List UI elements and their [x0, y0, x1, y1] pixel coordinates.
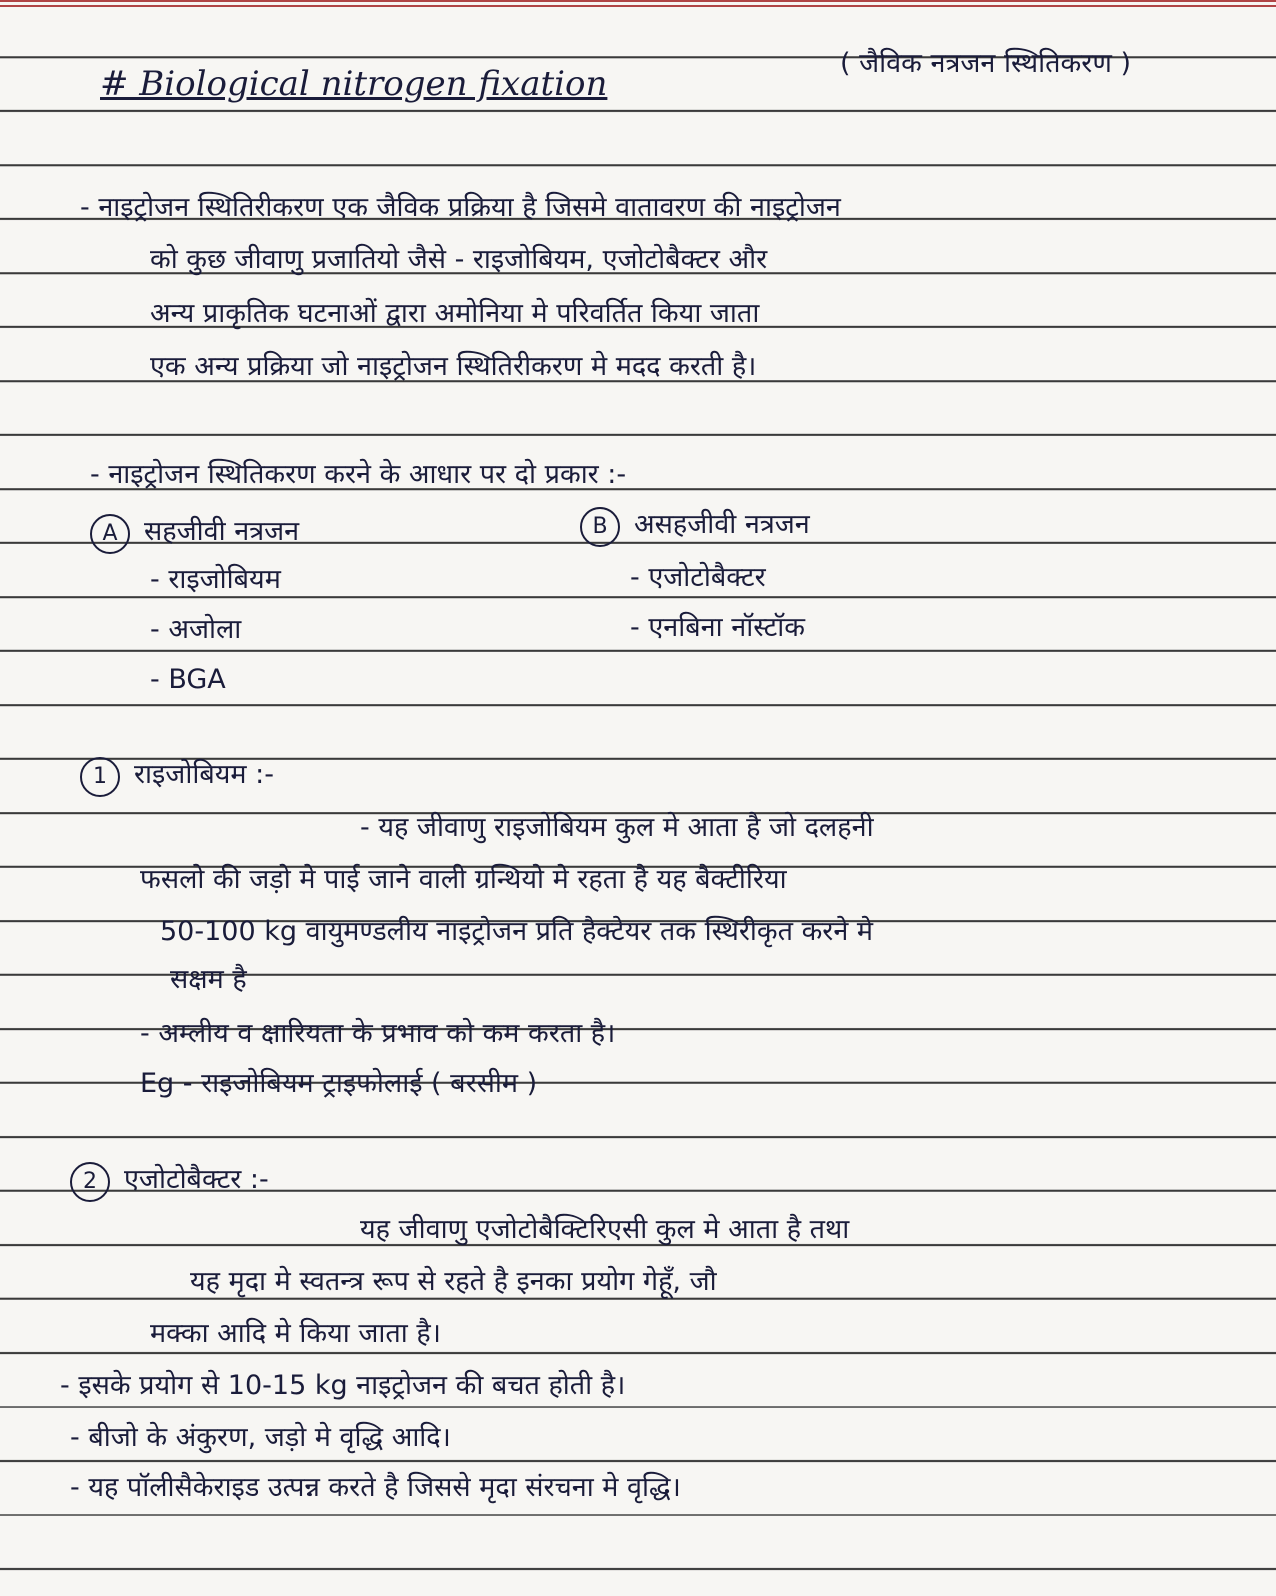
group-b-item: - एजोटोबैक्टर	[630, 562, 766, 593]
group-a-heading	[90, 512, 299, 554]
section-1-line: सक्षम है	[170, 964, 247, 995]
group-a-marker: A	[90, 514, 130, 554]
section-2-heading	[70, 1160, 269, 1202]
page-title-hindi: ( जैविक नत्रजन स्थितिकरण )	[840, 48, 1131, 79]
group-a-title: सहजीवी नत्रजन	[144, 516, 300, 547]
section-1-line: 50-100 kg वायुमण्डलीय नाइट्रोजन प्रति हैक्टेयर तक स्थिरीकृत करने मे	[160, 916, 874, 947]
section-1-marker: 1	[80, 757, 120, 797]
group-b-marker: B	[580, 507, 620, 547]
section-2-line: यह मृदा मे स्वतन्त्र रूप से रहते है इनका प्रयोग गेहूँ, जौ	[190, 1266, 717, 1297]
section-1-line: फसलो की जड़ो मे पाई जाने वाली ग्रन्थियो मे रहता है यह बैक्टीरिया	[140, 864, 787, 895]
group-a-item: - अजोला	[150, 614, 242, 645]
intro-line: को कुछ जीवाणु प्रजातियो जैसे - राइजोबियम, एजोटोबैक्टर और	[150, 244, 768, 275]
group-b-item: - एनबिना नॉस्टॉक	[630, 612, 806, 643]
section-1-heading	[80, 755, 274, 797]
section-2-line: - यह पॉलीसैकेराइड उत्पन्न करते है जिससे मृदा संरचना मे वृद्धि।	[70, 1472, 681, 1503]
section-2-line: यह जीवाणु एजोटोबैक्टिरिएसी कुल मे आता है तथा	[360, 1214, 850, 1245]
section-1-title: राइजोबियम :-	[134, 759, 274, 790]
group-a-item: - राइजोबियम	[150, 564, 281, 595]
group-a-item: - BGA	[150, 664, 226, 695]
intro-line: अन्य प्राकृतिक घटनाओं द्वारा अमोनिया मे परिवर्तित किया जाता	[150, 298, 760, 329]
intro-line: एक अन्य प्रक्रिया जो नाइट्रोजन स्थितिरीकरण मे मदद करती है।	[150, 351, 757, 382]
intro-line: - नाइट्रोजन स्थितिरीकरण एक जैविक प्रक्रिया है जिसमे वातावरण की नाइट्रोजन	[80, 192, 841, 223]
group-b-heading	[580, 505, 810, 547]
section-2-line: मक्का आदि मे किया जाता है।	[150, 1318, 441, 1349]
types-heading: - नाइट्रोजन स्थितिकरण करने के आधार पर दो प्रकार :-	[90, 459, 627, 490]
section-1-line: - अम्लीय व क्षारियता के प्रभाव को कम करता है।	[140, 1018, 616, 1049]
section-2-marker: 2	[70, 1162, 110, 1202]
top-margin-rule	[0, 0, 1276, 10]
section-2-line: - इसके प्रयोग से 10-15 kg नाइट्रोजन की बचत होती है।	[60, 1370, 626, 1401]
section-2-line: - बीजो के अंकुरण, जड़ो मे वृद्धि आदि।	[70, 1422, 451, 1453]
section-1-line: Eg - राइजोबियम ट्राइफोलाई ( बरसीम )	[140, 1068, 538, 1099]
section-2-title: एजोटोबैक्टर :-	[124, 1164, 269, 1195]
group-b-title: असहजीवी नत्रजन	[634, 509, 810, 540]
section-1-line: - यह जीवाणु राइजोबियम कुल मे आता है जो दलहनी	[360, 812, 874, 843]
page-title: # Biological nitrogen fixation	[100, 64, 608, 104]
